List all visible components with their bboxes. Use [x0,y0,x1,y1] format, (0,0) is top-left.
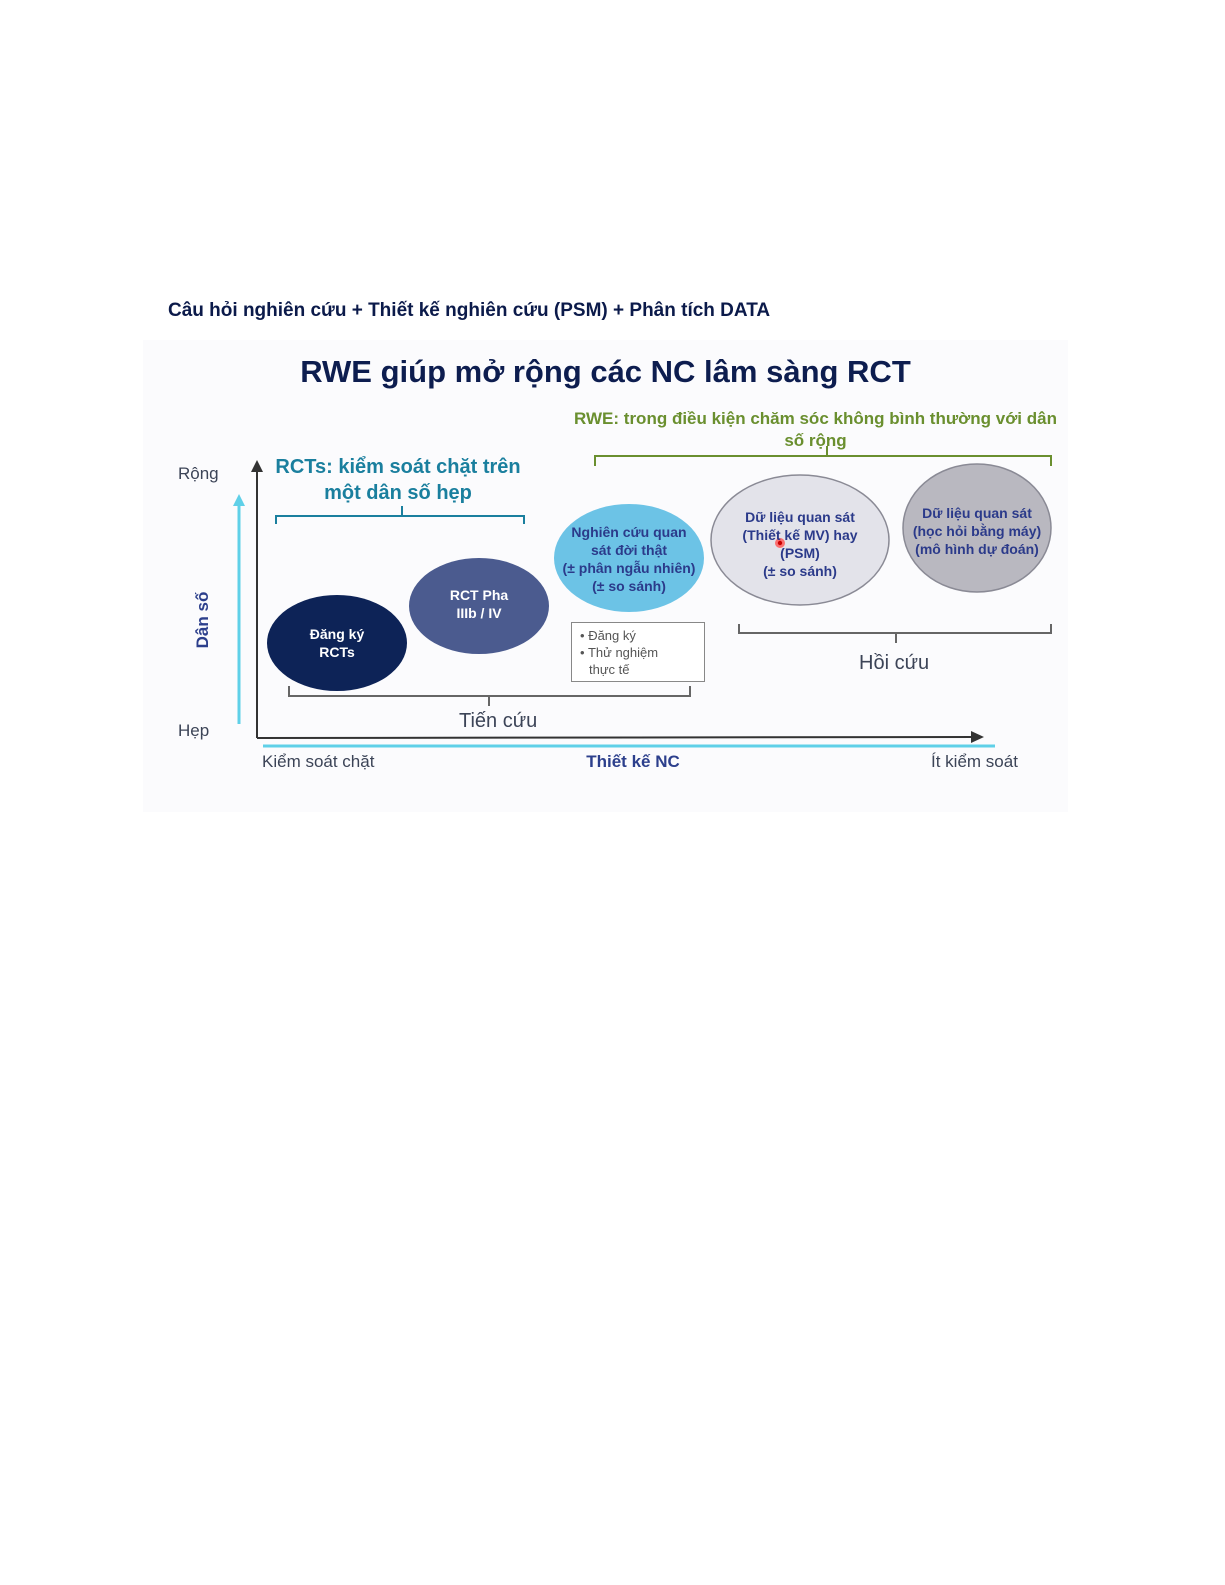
x-axis-title: Thiết kế NC [586,752,680,771]
box-item-pragmatic-line2: thực tế [589,662,630,677]
label-observational-study-line3: (± phân ngẫu nhiên) [562,560,696,576]
label-dang-ky-rcts-line2: RCTs [319,644,355,660]
y-axis-top-label: Rộng [178,464,219,483]
rct-bracket [276,506,524,524]
label-observational-study-line1: Nghiên cứu quan [571,524,687,540]
label-observational-study [554,523,704,595]
y-axis-arrowhead [251,460,263,472]
y-axis-title: Dân số [193,591,212,649]
label-rct-pha-line2: IIIb / IV [456,605,502,621]
label-observational-ml-line1: Dữ liệu quan sát [922,505,1032,521]
bullet-2: • [580,645,585,660]
label-dang-ky-rcts [267,625,407,661]
label-observational-psm-line3: (PSM) [780,545,820,561]
rct-label: RCTs: kiểm soát chặt trên một dân số hẹp [275,456,521,504]
retrospective-bracket [739,624,1051,643]
diagram-slide [143,340,1068,812]
box-item-pragmatic-text: Thử nghiệm [587,645,659,660]
bullet-1: • [580,628,585,643]
box-item-registry-text: Đăng ký [588,628,636,643]
x-axis-line [257,737,975,738]
page-heading: Câu hỏi nghiên cứu + Thiết kế nghiên cứu (PSM) + Phân tích DATA [168,300,771,321]
study-types-box [571,622,705,682]
label-dang-ky-rcts-line1: Đăng ký [309,626,365,642]
prospective-label: Tiến cứu [459,710,538,732]
retrospective-label: Hồi cứu [859,652,930,674]
label-observational-psm [715,508,885,580]
label-observational-study-line4: (± so sánh) [592,578,666,594]
label-observational-study-line2: sát đời thật [590,542,668,558]
rwe-label: RWE: trong điều kiện chăm sóc không bình thường với dân số rộng [574,409,1057,450]
label-observational-psm-line1: Dữ liệu quan sát [745,509,855,525]
label-rct-pha-line1: RCT Pha [449,587,509,603]
label-observational-psm-line2: (Thiết kế MV) hay [742,527,858,543]
box-item-pragmatic [580,644,704,661]
label-observational-ml-line2: (học hỏi bằng máy) [912,523,1042,539]
x-axis-left-label: Kiểm soát chặt [262,752,375,771]
x-axis-right-label: Ít kiểm soát [931,752,1018,771]
y-axis-bottom-label: Hẹp [178,721,210,740]
x-axis-arrowhead [971,731,984,743]
label-rct-pha [409,586,549,622]
label-observational-psm-line4: (± so sánh) [763,563,837,579]
label-observational-ml [903,504,1051,558]
y-indicator-arrowhead [233,494,245,506]
label-observational-ml-line3: (mô hình dự đoán) [915,541,1039,557]
box-item-registry [580,627,704,644]
slide-title: RWE giúp mở rộng các NC lâm sàng RCT [300,354,911,389]
